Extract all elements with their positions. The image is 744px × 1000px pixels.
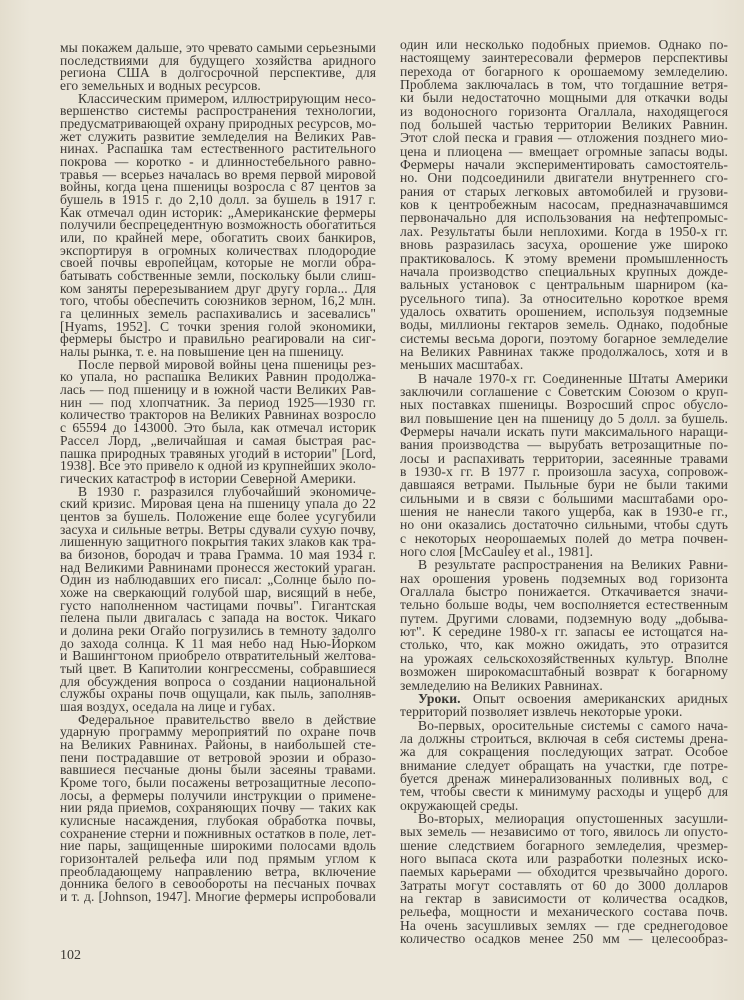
text-line: Во-вторых, мелиорация опустошенных засушли-	[418, 810, 728, 826]
page-number: 102	[60, 948, 81, 963]
text-line: лась — под пшеницу и в южной части Великих Рав-	[60, 382, 376, 398]
text-line: количество осадков менее 250 мм — целесообраз-	[400, 931, 728, 947]
text-line: 1938]. Все это привело к одной из крупнейших эколо-	[60, 458, 376, 474]
text-line: Фермеры начали искать пути максимального наращи-	[400, 423, 728, 439]
text-line: ва бизонов, бородач и трава Грамма. 10 мая 1934 г.	[60, 546, 376, 562]
text-line: После первой мировой войны цена пшеницы рез-	[78, 356, 376, 372]
text-line: ки были недостаточно мощными для откачки воды	[400, 90, 728, 106]
text-line	[400, 692, 728, 705]
text-line: тельно больше воды, чем восполняется естественным	[400, 597, 728, 613]
text-line: нин — под хлопчатник. За период 1925—1930 гг.	[60, 394, 376, 410]
text-line: и т. д. [Johnson, 1947]. Многие фермеры испробовали	[60, 889, 376, 905]
text-line: покрова — коротко - и длинностебельного равно-	[60, 154, 376, 170]
text-line: травья — всерьез началась во время первой мировой	[60, 166, 376, 182]
text-line: под большей частью территории Великих Равнин.	[400, 117, 728, 133]
text-line: ком заняты перерезыванием друг другу горла... Для	[60, 280, 376, 296]
text-line: получили беспрецедентную возможность обогатиться	[60, 217, 376, 233]
text-line: количество тракторов на Великих Равнинах возросло	[60, 407, 376, 423]
text-line: воды, миллионы гектаров земель. Однако, подобные	[400, 317, 728, 333]
text-line: налы рынка, т. е. на повышение цен на пшеницу.	[60, 344, 344, 360]
text-line: на Великих Равнинах. Районы, в наибольшей сте-	[60, 736, 376, 752]
text-line: перехода от богарного к орошаемому земледелию.	[400, 63, 728, 79]
text-line: рельефа, мощности и механического состава почв.	[400, 904, 728, 920]
text-line: вальных установок с центральным шарниром (ка-	[400, 277, 728, 293]
text-line: последствиями для будущего хозяйства аридного	[60, 52, 376, 68]
text-line: столько, что, как можно ожидать, это отразится	[400, 637, 728, 653]
text-line: но. Они подсоединили двигатели внутреннего сго-	[400, 170, 728, 186]
text-line: ют". К середине 1980-х гг. запасы ее истощатся на-	[400, 624, 728, 640]
text-line: практиковалось. К этому времени промышленность	[400, 250, 728, 266]
text-line: ного выпаса скота или разработки полезных иско-	[400, 850, 728, 866]
text-line: лах. Результаты были неплохими. Когда в 1950-х гг.	[400, 223, 728, 239]
text-line: преобладающему направлению ветра, включение	[60, 863, 376, 879]
text-line: ного слоя [McCauley et al., 1981].	[400, 544, 594, 560]
text-line: нинах. Распашка там естественного растительного	[60, 141, 376, 157]
text-line: или, по крайней мере, обогатить своих банкиров,	[60, 230, 376, 246]
left-text-column	[60, 42, 376, 904]
text-line: Один из наблюдавших его писал: „Солнце было по-	[60, 572, 376, 588]
text-line: вавшиеся песчаные дюны были засеяны травами.	[60, 762, 376, 778]
text-line: буется дренаж минерализованных поливных вод, с	[400, 770, 728, 786]
text-line: мы покажем дальше, это чревато самыми серьезными	[60, 40, 376, 55]
text-line: для обсуждения вопроса о создании национальной	[60, 673, 376, 689]
text-line: кулисные насаждения, глубокая обработка почвы,	[60, 812, 376, 828]
text-line: паемых карьерами — обходится чрезвычайно дорого.	[400, 864, 728, 880]
text-line: шая воздух, оседала на лице и губах.	[60, 698, 276, 714]
text-line: бушель в 1915 г. до 2,10 долл. за бушель в 1917 г.	[60, 192, 376, 208]
text-line: На очень засушливых землях — где среднегодовое	[400, 917, 728, 933]
text-line: рания от старых легковых автомобилей и грузови-	[400, 183, 728, 199]
text-line: пелена пыли двигалась с запада на восток. Чикаго	[60, 610, 376, 626]
text-line: ла должны строиться, включая в себя системы дрена-	[400, 730, 728, 746]
text-line: лосы, а фермеры получили инструкции о примене-	[60, 787, 376, 803]
text-line: густо наполненном частицами почвы". Гигантская	[60, 597, 376, 613]
right-text-column	[400, 38, 728, 945]
text-line: Огаллала быстро понижается. Откачивается значи-	[400, 584, 728, 600]
text-line: центов за бушель. Положение еще более усугубили	[60, 508, 376, 524]
text-line: батывать собственные земли, поскольку были слиш-	[60, 268, 376, 284]
text-line: сохранение стерни и пожнивных остатков в поле, лет-	[60, 825, 377, 841]
text-line: в 1930-х гг. В 1977 г. произошла засуха, сопровож-	[400, 464, 728, 479]
text-line: возможен широкомасштабный возврат к богарному	[400, 664, 728, 680]
text-line: нах орошения уровень подземных вод горизонта	[400, 570, 728, 586]
text-line: гических катастроф в истории Северной Америки.	[60, 470, 357, 486]
text-line: вых земель — независимо от того, явилось ли опусто-	[400, 824, 728, 840]
text-line: вил повышение цен на пшеницу до 5 долл. за бушель.	[400, 410, 728, 426]
text-line: Проблема заключалась в том, что тогдашние ветря-	[400, 77, 728, 93]
text-line: хоже на сверкающий голубой шар, висящий в небе,	[60, 584, 376, 600]
text-line: на урожаях сельскохозяйственных культур. Вполне	[400, 650, 728, 666]
text-line: [Hyams, 1952]. С точки зрения голой экономики,	[60, 318, 376, 334]
text-line: Фермеры начали экспериментировать самостоятель-	[400, 157, 728, 173]
text-line: ударную программу мероприятий по охране почв	[60, 724, 376, 740]
text-line: на гектар в зависимости от количества осадков,	[400, 891, 728, 906]
text-line: ко упала, но распашка Великих Равнин продолжа-	[60, 369, 376, 385]
text-line: того, чтобы обеспечить союзников зерном, 16,2 млн.	[60, 293, 376, 309]
text-line: вания производства — вырубать ветрозащитные по-	[400, 437, 728, 453]
text-line: шения не нанесли такого ущерба, как в 1930-е гг.,	[400, 504, 728, 520]
section-heading-inline: Уроки.	[418, 690, 461, 706]
text-line: Кроме того, были посажены ветрозащитные лесопо-	[60, 774, 376, 790]
text-line: сильными и в связи с бо́льшими масштабами оро-	[400, 490, 728, 506]
text-line: горизонталей рельефа или под прямым углом к	[60, 851, 376, 866]
text-line: пашка природных травяных угодий в истории" [Lord,	[60, 445, 376, 461]
text-line: цена и плиоцена — вмещает огромные запасы воды.	[400, 143, 728, 159]
text-line: Рассел Лорд, „величайшая и самая быстрая рас-	[60, 432, 376, 448]
text-line: вновь разразилась засуха, орошение уже широко	[400, 237, 728, 253]
text-line: его земельных и водных ресурсов.	[60, 78, 261, 94]
text-line: нии ряда приемов, сохраняющих почву — таких как	[60, 800, 376, 816]
text-line: Во-первых, оросительные системы с самого нача-	[418, 717, 728, 733]
text-line: до захода солнца. К 11 мая небо над Нью-Йорком	[60, 635, 376, 651]
text-line: предусматривающей охрану природных ресурсов, мо-	[60, 116, 377, 132]
text-line: Этот слой песка и гравия — отложения позднего мио-	[400, 130, 728, 146]
text-line: ский кризис. Мировая цена на пшеницу упала до 22	[60, 496, 376, 512]
text-line: первоначально для использования на нефтепромыс-	[400, 210, 728, 226]
text-line: настоящему заинтересовали фермеров перспективы	[400, 50, 728, 66]
text-line: ние пары, защищенные широкими полосами вдоль	[60, 838, 376, 854]
text-line: донника белого в севообороты на песчаных почвах	[60, 876, 376, 892]
text-line: тый цвет. В Капитолии конгрессмены, собравшиеся	[60, 660, 376, 676]
text-line: региона США в долгосрочной перспективе, для	[60, 65, 376, 81]
text-line: заключили соглашение с Советским Союзом о круп-	[400, 383, 728, 399]
text-line: системы весьма дороги, поэтому богарное земледелие	[400, 330, 728, 346]
text-line: но они оказались достаточно сильными, чтобы сдуть	[400, 517, 728, 533]
text-line: Федеральное правительство ввело в действие	[78, 711, 376, 727]
text-line: экспортируя в огромных количествах плодородие	[60, 242, 376, 258]
text-line: жа для сокращения последующих затрат. Особое	[400, 744, 728, 760]
text-line: Как отмечал один историк: „Американские фермеры	[60, 204, 376, 220]
text-line: войны, когда цена пшеницы возросла с 87 центов за	[60, 179, 376, 195]
text-line: жет служить развитие земледелия на Великих Рав-	[60, 128, 376, 144]
text-line: Классическим примером, иллюстрирующим несо-	[78, 90, 376, 106]
text-line: внимание следует обращать на участки, где потре-	[400, 757, 728, 773]
text-line: фермеры быстро и правильно реагировали на сиг-	[60, 331, 376, 347]
text-line: пени пострадавшие от ветровой эрозии и образо-	[60, 749, 376, 765]
text-line: один или несколько подобных приемов. Однако по-	[400, 37, 728, 52]
text-line: с 65594 до 143000. Это была, как отмечал историк	[60, 420, 376, 436]
text-line: с некоторых неорошаемых полей до метра почвен-	[400, 530, 728, 546]
text-line: лишенную защитного покрытия таких злаков как тра-	[60, 534, 376, 550]
text-line: из водоносного горизонта Огаллала, находящегося	[400, 103, 728, 119]
text-run: Опыт освоения американских аридных	[460, 690, 728, 706]
text-line: давшаяся ветрами. Пыльные бури не были такими	[400, 477, 728, 493]
text-line: ков к центробежным насосам, предназначавшимся	[400, 197, 728, 213]
text-line: В 1930 г. разразился глубочайший экономиче-	[78, 483, 376, 499]
text-line: вершенство системы распространения технологии,	[60, 103, 376, 119]
text-line: территорий позволяет извлечь некоторые уроки.	[400, 704, 683, 720]
text-line: В начале 1970-х гг. Соединенные Штаты Америки	[418, 370, 728, 386]
text-line: лосы и распахивать территории, засеянные травами	[400, 450, 728, 466]
text-line: службы охраны почв ощущали, как пыль, заполняв-	[60, 686, 376, 702]
text-line: путем. Другими словами, подземную воду „добыва-	[400, 610, 728, 626]
text-line: Затраты могут составлять от 60 до 3000 долларов	[400, 877, 728, 893]
text-line: на Великих Равнинах также продолжалось, хотя и в	[400, 343, 728, 359]
text-line: засуха и сильные ветры. Ветры сдували сухую почву,	[60, 521, 376, 537]
text-line: над Великими Равнинами пронесся жестокий ураган.	[60, 559, 376, 575]
text-line: шение следствием богарного земледелия, чрезмер-	[400, 837, 728, 853]
text-line: га целинных земель распахивались и засевались"	[60, 306, 376, 322]
text-line: меньших масштабах.	[400, 357, 524, 373]
text-line: тем, чтобы свести к минимуму расходы и ущерб для	[400, 784, 728, 800]
text-line: окружающей среды.	[400, 797, 519, 813]
text-line: ных поставках пшеницы. Возросший спрос обусло-	[400, 397, 728, 413]
text-line: русельного типа). За относительно короткое время	[400, 290, 728, 306]
text-line: начала производство специальных крупных дожде-	[400, 263, 728, 279]
text-line: и долина реки Огайо погрузились в темноту задолго	[60, 622, 376, 638]
text-line: удалось охватить орошением, используя подземные	[400, 303, 728, 319]
text-line: и Вашингтоном приобрело отвратительный желтова-	[60, 648, 376, 664]
text-line: земледелию на Великих Равнинах.	[400, 677, 603, 693]
text-line: своей почвы европейцам, которые не могли обра-	[60, 255, 376, 271]
text-line: В результате распространения на Великих Равни-	[418, 557, 728, 573]
